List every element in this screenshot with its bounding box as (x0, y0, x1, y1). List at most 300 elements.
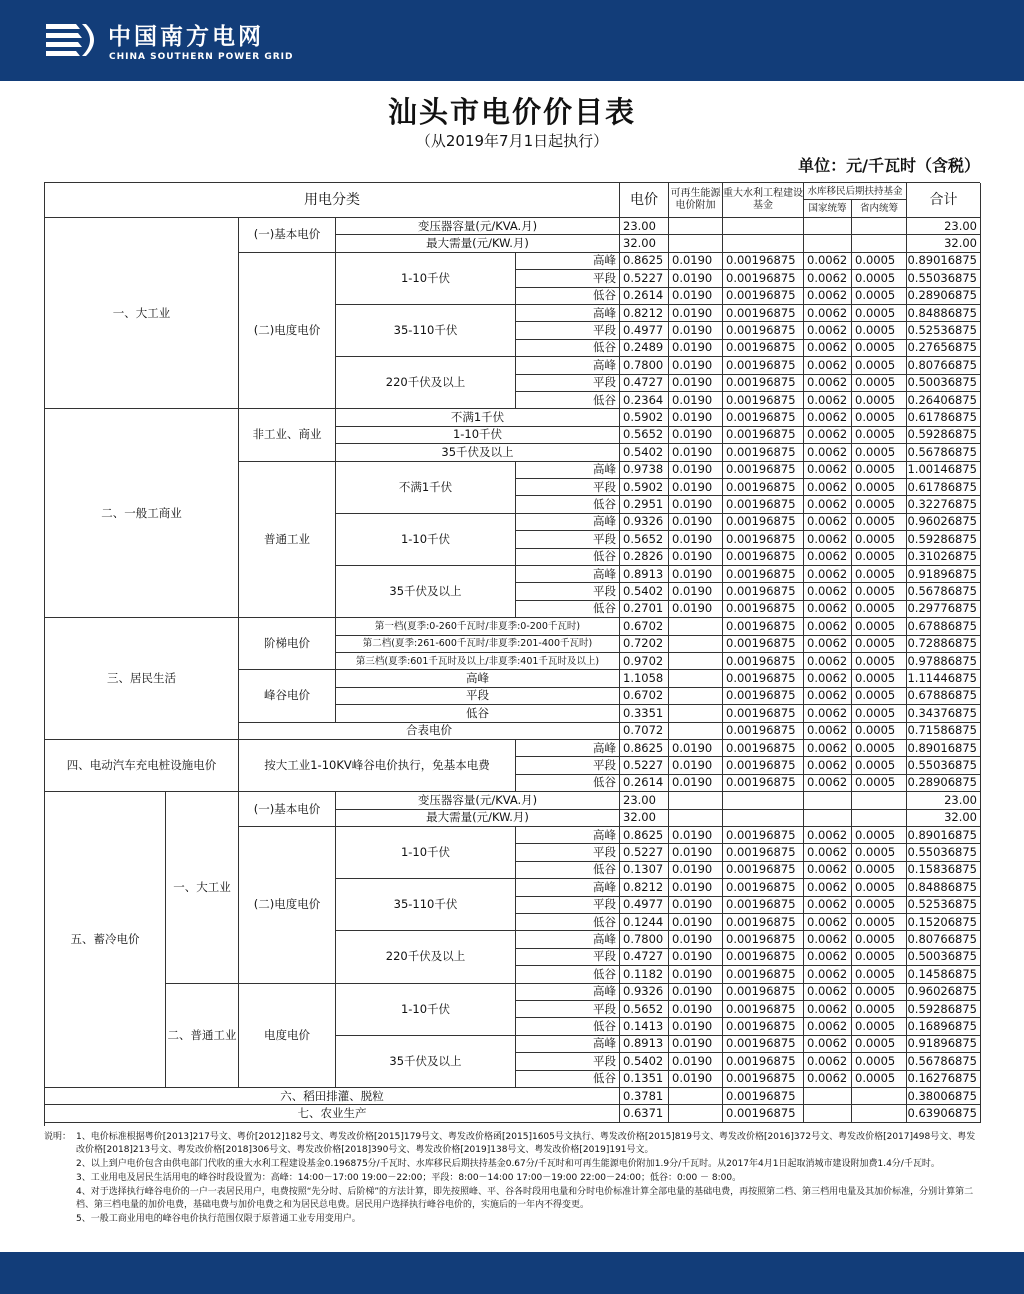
price-value: 0.5902 (620, 479, 669, 496)
price-value: 0.4977 (620, 897, 669, 914)
total-value: 0.34376875 (907, 705, 981, 722)
footer-bar (0, 1252, 1024, 1294)
empty-cell (669, 688, 723, 705)
national-value: 0.0062 (804, 966, 852, 983)
section-label: 一、大工业 (45, 218, 239, 409)
hydro-value: 0.00196875 (723, 670, 804, 687)
national-value: 0.0062 (804, 340, 852, 357)
price-value: 0.9738 (620, 462, 669, 479)
hydro-value: 0.00196875 (723, 601, 804, 618)
hydro-value: 0.00196875 (723, 496, 804, 513)
national-value: 0.0062 (804, 1071, 852, 1088)
renewable-value: 0.0190 (669, 827, 723, 844)
logo-english-text: CHINA SOUTHERN POWER GRID (109, 52, 294, 62)
period-label: 低谷 (516, 496, 620, 513)
renewable-value: 0.0190 (669, 305, 723, 322)
hydro-value: 0.00196875 (723, 1001, 804, 1018)
page-title: 汕头市电价价目表 (387, 95, 636, 129)
hydro-value: 0.00196875 (723, 340, 804, 357)
hydro-value: 0.00196875 (723, 949, 804, 966)
provincial-value: 0.0005 (852, 462, 907, 479)
hydro-value: 0.00196875 (723, 757, 804, 774)
renewable-value: 0.0190 (669, 914, 723, 931)
period-label: 平段 (516, 479, 620, 496)
national-value: 0.0062 (804, 531, 852, 548)
price-value: 0.4977 (620, 322, 669, 339)
provincial-value: 0.0005 (852, 566, 907, 583)
national-value: 0.0062 (804, 653, 852, 670)
total-value: 0.50036875 (907, 949, 981, 966)
renewable-value: 0.0190 (669, 270, 723, 287)
section-label: 三、居民生活 (45, 618, 239, 740)
price-value: 0.8913 (620, 566, 669, 583)
header-hydro: 重大水利工程建设基金 (723, 183, 804, 218)
empty-cell (852, 235, 907, 252)
total-value: 0.97886875 (907, 653, 981, 670)
provincial-value: 0.0005 (852, 862, 907, 879)
total-value: 0.55036875 (907, 270, 981, 287)
empty-cell (669, 653, 723, 670)
period-label: 平段 (516, 844, 620, 861)
empty-cell (804, 810, 852, 827)
section-label: 七、农业生产 (45, 1105, 620, 1122)
voltage-label: 35千伏及以上 (336, 1036, 516, 1088)
price-value: 0.5227 (620, 844, 669, 861)
national-value: 0.0062 (804, 427, 852, 444)
national-value: 0.0062 (804, 844, 852, 861)
total-value: 0.89016875 (907, 740, 981, 757)
renewable-value: 0.0190 (669, 392, 723, 409)
period-label: 平段 (516, 322, 620, 339)
price-value: 0.9326 (620, 514, 669, 531)
provincial-value: 0.0005 (852, 601, 907, 618)
section-label: 四、电动汽车充电桩设施电价 (45, 740, 239, 792)
national-value: 0.0062 (804, 253, 852, 270)
provincial-value: 0.0005 (852, 670, 907, 687)
price-value: 0.1351 (620, 1071, 669, 1088)
provincial-value: 0.0005 (852, 409, 907, 426)
empty-cell (669, 792, 723, 809)
hydro-value: 0.00196875 (723, 966, 804, 983)
provincial-value: 0.0005 (852, 531, 907, 548)
provincial-value: 0.0005 (852, 392, 907, 409)
national-value: 0.0062 (804, 723, 852, 740)
total-value: 0.16276875 (907, 1071, 981, 1088)
renewable-value: 0.0190 (669, 340, 723, 357)
subcategory-label: 最大需量(元/KW.月) (336, 810, 620, 827)
total-value: 1.11446875 (907, 670, 981, 687)
renewable-value: 0.0190 (669, 427, 723, 444)
price-value: 0.9326 (620, 984, 669, 1001)
total-value: 0.89016875 (907, 827, 981, 844)
hydro-value: 0.00196875 (723, 1071, 804, 1088)
hydro-value: 0.00196875 (723, 862, 804, 879)
national-value: 0.0062 (804, 357, 852, 374)
section-label: 二、一般工商业 (45, 409, 239, 618)
empty-cell (669, 810, 723, 827)
hydro-value: 0.00196875 (723, 253, 804, 270)
total-value: 0.15206875 (907, 914, 981, 931)
total-value: 0.14586875 (907, 966, 981, 983)
renewable-value: 0.0190 (669, 740, 723, 757)
subsection-label: 一、大工业 (166, 792, 239, 983)
period-label: 低谷 (516, 392, 620, 409)
provincial-value: 0.0005 (852, 288, 907, 305)
provincial-value: 0.0005 (852, 931, 907, 948)
total-value: 0.71586875 (907, 723, 981, 740)
national-value: 0.0062 (804, 288, 852, 305)
national-value: 0.0062 (804, 931, 852, 948)
national-value: 0.0062 (804, 636, 852, 653)
price-value: 0.8625 (620, 253, 669, 270)
price-value: 0.4727 (620, 949, 669, 966)
subcategory-label: 最大需量(元/KW.月) (336, 235, 620, 252)
renewable-value: 0.0190 (669, 897, 723, 914)
provincial-value: 0.0005 (852, 653, 907, 670)
price-value: 0.5902 (620, 409, 669, 426)
empty-cell (669, 235, 723, 252)
total-value: 0.31026875 (907, 549, 981, 566)
period-label: 低谷 (516, 549, 620, 566)
period-label: 高峰 (516, 462, 620, 479)
logo-chinese-text: 中国南方电网 (108, 24, 264, 50)
price-value: 23.00 (620, 792, 669, 809)
hydro-value: 0.00196875 (723, 688, 804, 705)
hydro-value: 0.00196875 (723, 566, 804, 583)
price-value: 0.8625 (620, 827, 669, 844)
price-value: 0.1244 (620, 914, 669, 931)
period-label: 高峰 (516, 357, 620, 374)
hydro-value: 0.00196875 (723, 653, 804, 670)
price-value: 0.5402 (620, 583, 669, 600)
national-value: 0.0062 (804, 496, 852, 513)
total-value: 0.91896875 (907, 566, 981, 583)
total-value: 0.61786875 (907, 479, 981, 496)
price-value: 0.1182 (620, 966, 669, 983)
renewable-value: 0.0190 (669, 566, 723, 583)
period-label: 高峰 (516, 253, 620, 270)
hydro-value: 0.00196875 (723, 462, 804, 479)
empty-cell (723, 792, 804, 809)
national-value: 0.0062 (804, 914, 852, 931)
section-label: 五、蓄冷电价 (45, 792, 166, 1088)
voltage-label: 35-110千伏 (336, 879, 516, 931)
provincial-value: 0.0005 (852, 949, 907, 966)
voltage-label: 35千伏及以上 (336, 566, 516, 618)
provincial-value: 0.0005 (852, 688, 907, 705)
national-value: 0.0062 (804, 462, 852, 479)
price-value: 0.1307 (620, 862, 669, 879)
total-value: 0.56786875 (907, 583, 981, 600)
tier-label: 第二档(夏季:261-600千瓦时/非夏季:201-400千瓦时) (336, 636, 620, 653)
national-value: 0.0062 (804, 601, 852, 618)
renewable-value: 0.0190 (669, 879, 723, 896)
period-label: 平段 (516, 270, 620, 287)
hydro-value: 0.00196875 (723, 879, 804, 896)
total-value: 0.72886875 (907, 636, 981, 653)
renewable-value: 0.0190 (669, 862, 723, 879)
provincial-value: 0.0005 (852, 844, 907, 861)
renewable-value: 0.0190 (669, 531, 723, 548)
header-bar (0, 0, 1024, 81)
provincial-value: 0.0005 (852, 1001, 907, 1018)
price-value: 0.8212 (620, 879, 669, 896)
price-value: 0.6702 (620, 618, 669, 635)
tier-label: 第三档(夏季:601千瓦时及以上/非夏季:401千瓦时及以上) (336, 653, 620, 670)
hydro-value: 0.00196875 (723, 288, 804, 305)
renewable-value: 0.0190 (669, 1018, 723, 1035)
period-label: 低谷 (516, 775, 620, 792)
renewable-value: 0.0190 (669, 479, 723, 496)
provincial-value: 0.0005 (852, 479, 907, 496)
note-num: 2、 (76, 1159, 91, 1169)
national-value: 0.0062 (804, 322, 852, 339)
renewable-value: 0.0190 (669, 375, 723, 392)
provincial-value: 0.0005 (852, 775, 907, 792)
empty-cell (669, 1105, 723, 1122)
price-value: 0.7800 (620, 931, 669, 948)
provincial-value: 0.0005 (852, 444, 907, 461)
renewable-value: 0.0190 (669, 496, 723, 513)
renewable-value: 0.0190 (669, 844, 723, 861)
total-value: 0.16896875 (907, 1018, 981, 1035)
period-label: 高峰 (516, 1036, 620, 1053)
provincial-value: 0.0005 (852, 966, 907, 983)
provincial-value: 0.0005 (852, 757, 907, 774)
national-value: 0.0062 (804, 862, 852, 879)
renewable-value: 0.0190 (669, 322, 723, 339)
hydro-value: 0.00196875 (723, 322, 804, 339)
total-value: 23.00 (907, 218, 981, 235)
renewable-value: 0.0190 (669, 757, 723, 774)
total-value: 0.59286875 (907, 1001, 981, 1018)
empty-cell (852, 1088, 907, 1105)
renewable-value: 0.0190 (669, 583, 723, 600)
period-label: 高峰 (516, 931, 620, 948)
price-table (44, 182, 980, 1126)
period-label: 低谷 (516, 862, 620, 879)
empty-cell (852, 218, 907, 235)
national-value: 0.0062 (804, 827, 852, 844)
empty-cell (669, 618, 723, 635)
empty-cell (669, 705, 723, 722)
total-value: 0.55036875 (907, 757, 981, 774)
voltage-label: 35-110千伏 (336, 305, 516, 357)
period-label: 高峰 (516, 566, 620, 583)
hydro-value: 0.00196875 (723, 1053, 804, 1070)
price-value: 0.2701 (620, 601, 669, 618)
empty-cell (804, 792, 852, 809)
category-label: (二)电度电价 (239, 253, 336, 410)
period-label: 低谷 (516, 288, 620, 305)
renewable-value: 0.0190 (669, 1036, 723, 1053)
price-value: 0.2614 (620, 288, 669, 305)
category-label: 非工业、商业 (239, 409, 336, 461)
empty-cell (669, 218, 723, 235)
empty-cell (804, 218, 852, 235)
voltage-label: 1-10千伏 (336, 827, 516, 879)
hydro-value: 0.00196875 (723, 479, 804, 496)
provincial-value: 0.0005 (852, 723, 907, 740)
voltage-label: 35千伏及以上 (336, 444, 620, 461)
national-value: 0.0062 (804, 566, 852, 583)
price-value: 32.00 (620, 235, 669, 252)
unit-label: 单位：元/千瓦时（含税） (798, 156, 980, 175)
hydro-value: 0.00196875 (723, 1018, 804, 1035)
hydro-value: 0.00196875 (723, 897, 804, 914)
price-value: 0.8913 (620, 1036, 669, 1053)
renewable-value: 0.0190 (669, 601, 723, 618)
voltage-label: 不满1千伏 (336, 409, 620, 426)
total-value: 0.67886875 (907, 688, 981, 705)
total-value: 0.59286875 (907, 427, 981, 444)
hydro-value: 0.00196875 (723, 844, 804, 861)
total-value: 23.00 (907, 792, 981, 809)
price-value: 0.5652 (620, 427, 669, 444)
hydro-value: 0.00196875 (723, 827, 804, 844)
period-label: 平段 (516, 1053, 620, 1070)
provincial-value: 0.0005 (852, 879, 907, 896)
national-value: 0.0062 (804, 1001, 852, 1018)
period-label: 低谷 (516, 1071, 620, 1088)
empty-cell (669, 723, 723, 740)
renewable-value: 0.0190 (669, 775, 723, 792)
hydro-value: 0.00196875 (723, 583, 804, 600)
total-value: 0.52536875 (907, 322, 981, 339)
period-label: 高峰 (516, 879, 620, 896)
total-value: 0.84886875 (907, 305, 981, 322)
provincial-value: 0.0005 (852, 618, 907, 635)
hydro-value: 0.00196875 (723, 375, 804, 392)
price-value: 23.00 (620, 218, 669, 235)
total-value: 0.59286875 (907, 531, 981, 548)
period-label: 高峰 (516, 305, 620, 322)
empty-cell (723, 810, 804, 827)
category-label: (一)基本电价 (239, 218, 336, 253)
voltage-label: 220千伏及以上 (336, 357, 516, 409)
note-num: 3、 (76, 1173, 91, 1183)
total-value: 0.50036875 (907, 375, 981, 392)
section-label: 六、稻田排灌、脱粒 (45, 1088, 620, 1105)
category-label: 电度电价 (239, 984, 336, 1088)
provincial-value: 0.0005 (852, 583, 907, 600)
period-label: 高峰 (516, 514, 620, 531)
renewable-value: 0.0190 (669, 253, 723, 270)
price-value: 0.2364 (620, 392, 669, 409)
provincial-value: 0.0005 (852, 1036, 907, 1053)
provincial-value: 0.0005 (852, 1071, 907, 1088)
national-value: 0.0062 (804, 583, 852, 600)
price-value: 0.8212 (620, 305, 669, 322)
provincial-value: 0.0005 (852, 740, 907, 757)
national-value: 0.0062 (804, 688, 852, 705)
page-subtitle: （从2019年7月1日起执行） (415, 132, 609, 150)
note-num: 4、 (76, 1187, 91, 1197)
hydro-value: 0.00196875 (723, 549, 804, 566)
price-value: 0.7202 (620, 636, 669, 653)
national-value: 0.0062 (804, 1018, 852, 1035)
period-label: 平段 (516, 897, 620, 914)
renewable-value: 0.0190 (669, 357, 723, 374)
total-value: 0.96026875 (907, 984, 981, 1001)
note-num: 1、 (76, 1132, 91, 1142)
period-label: 低谷 (516, 1018, 620, 1035)
hydro-value: 0.00196875 (723, 305, 804, 322)
total-value: 0.27656875 (907, 340, 981, 357)
price-value: 0.7072 (620, 723, 669, 740)
price-value: 0.5652 (620, 531, 669, 548)
provincial-value: 0.0005 (852, 636, 907, 653)
tier-label: 第一档(夏季:0-260千瓦时/非夏季:0-200千瓦时) (336, 618, 620, 635)
period-label: 低谷 (516, 601, 620, 618)
total-value: 0.89016875 (907, 253, 981, 270)
total-value: 0.38006875 (907, 1088, 981, 1105)
provincial-value: 0.0005 (852, 827, 907, 844)
period-label: 低谷 (516, 966, 620, 983)
category-label: 按大工业1-10KV峰谷电价执行，免基本电费 (239, 740, 516, 792)
provincial-value: 0.0005 (852, 984, 907, 1001)
hydro-value: 0.00196875 (723, 723, 804, 740)
note-text: 工业用电及居民生活用电的峰谷时段设置为：高峰：14:00－17:00 19:00－22:00；平段：8:00－14:00 17:00－19:00 22:00－24:00；低谷：0:00 － 8:00。 (90, 1173, 742, 1183)
hydro-value: 0.00196875 (723, 1105, 804, 1122)
empty-cell (804, 1088, 852, 1105)
total-value: 0.55036875 (907, 844, 981, 861)
period-label: 低谷 (336, 705, 620, 722)
period-label: 高峰 (516, 984, 620, 1001)
renewable-value: 0.0190 (669, 549, 723, 566)
hydro-value: 0.00196875 (723, 984, 804, 1001)
category-label: 普通工业 (239, 462, 336, 619)
national-value: 0.0062 (804, 879, 852, 896)
voltage-label: 1-10千伏 (336, 253, 516, 305)
total-value: 0.56786875 (907, 444, 981, 461)
renewable-value: 0.0190 (669, 966, 723, 983)
period-label: 平段 (516, 757, 620, 774)
empty-cell (852, 1105, 907, 1122)
total-value: 0.52536875 (907, 897, 981, 914)
subsection-label: 二、普通工业 (166, 984, 239, 1088)
national-value: 0.0062 (804, 670, 852, 687)
renewable-value: 0.0190 (669, 949, 723, 966)
header-category: 用电分类 (45, 183, 620, 218)
price-value: 0.6702 (620, 688, 669, 705)
header-renewable: 可再生能源电价附加 (669, 183, 723, 218)
national-value: 0.0062 (804, 479, 852, 496)
period-label: 平段 (336, 688, 620, 705)
hydro-value: 0.00196875 (723, 1036, 804, 1053)
hydro-value: 0.00196875 (723, 427, 804, 444)
national-value: 0.0062 (804, 705, 852, 722)
national-value: 0.0062 (804, 305, 852, 322)
price-value: 0.1413 (620, 1018, 669, 1035)
hydro-value: 0.00196875 (723, 740, 804, 757)
renewable-value: 0.0190 (669, 1071, 723, 1088)
provincial-value: 0.0005 (852, 496, 907, 513)
price-value: 0.6371 (620, 1105, 669, 1122)
total-value: 0.26406875 (907, 392, 981, 409)
total-value: 32.00 (907, 235, 981, 252)
empty-cell (852, 792, 907, 809)
provincial-value: 0.0005 (852, 514, 907, 531)
national-value: 0.0062 (804, 549, 852, 566)
national-value: 0.0062 (804, 514, 852, 531)
hydro-value: 0.00196875 (723, 914, 804, 931)
national-value: 0.0062 (804, 618, 852, 635)
period-label: 平段 (516, 375, 620, 392)
provincial-value: 0.0005 (852, 322, 907, 339)
period-label: 高峰 (516, 827, 620, 844)
price-value: 0.7800 (620, 357, 669, 374)
